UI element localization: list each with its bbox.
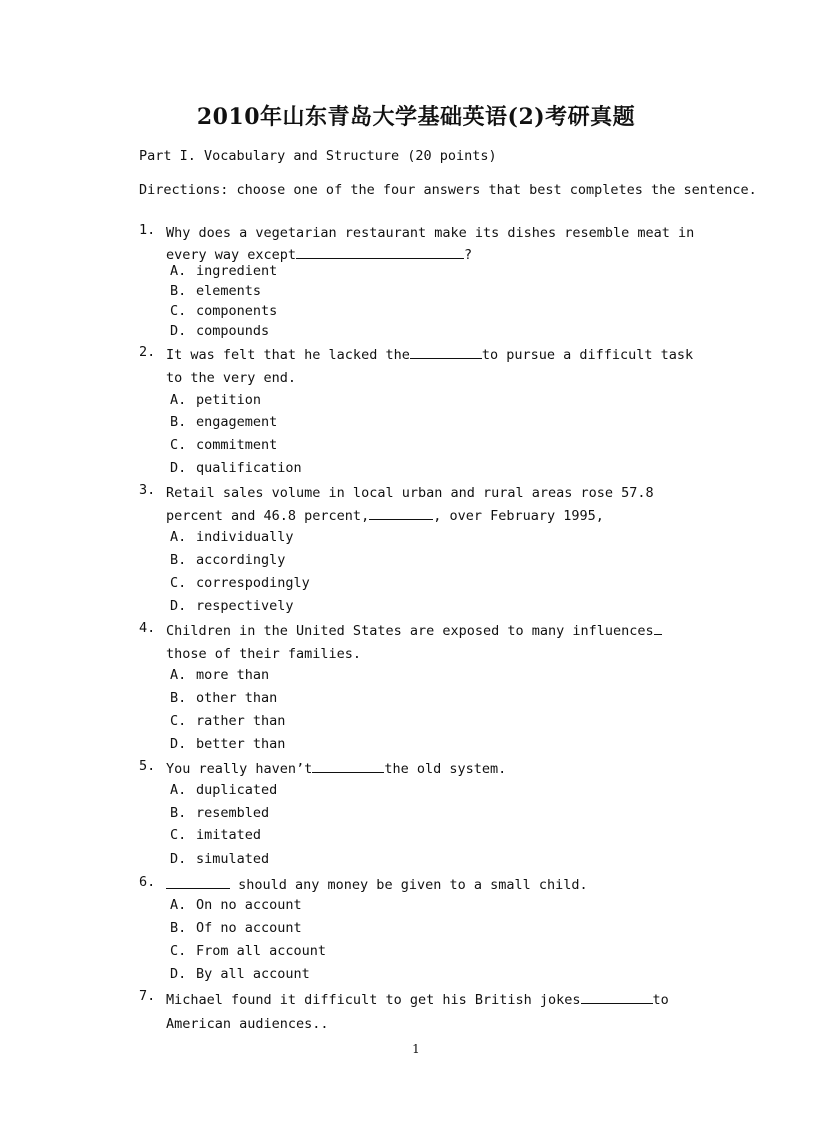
answer-blank xyxy=(312,758,384,773)
question-text: You really haven’t the old system. xyxy=(166,758,696,780)
option-4a: A. more than xyxy=(170,667,270,683)
answer-blank xyxy=(166,874,230,889)
option-1b: B. elements xyxy=(170,283,262,299)
option-3b: B. accordingly xyxy=(170,552,286,568)
option-4c: C. rather than xyxy=(170,713,286,729)
part-heading: Part I. Vocabulary and Structure (20 points) xyxy=(139,148,497,164)
answer-blank xyxy=(369,505,433,520)
option-3c: C. correspodingly xyxy=(170,575,310,591)
option-6a: A. On no account xyxy=(170,897,302,913)
option-6c: C. From all account xyxy=(170,943,327,959)
option-2b: B. engagement xyxy=(170,414,278,430)
page-number: 1 xyxy=(412,1042,420,1056)
answer-blank xyxy=(410,344,482,359)
question-text: Why does a vegetarian restaurant make its dishes resemble meat in every way except ? xyxy=(166,225,695,263)
answer-blank xyxy=(654,620,662,635)
answer-blank xyxy=(581,989,653,1004)
question-number: 5. xyxy=(139,758,156,774)
option-2d: D. qualification xyxy=(170,460,302,476)
option-2c: C. commitment xyxy=(170,437,278,453)
question-text: It was felt that he lacked the to pursue a difficult task to the very end. xyxy=(166,344,696,390)
question-text: Retail sales volume in local urban and rural areas rose 57.8 percent and 46.8 percent, , over February 1995, xyxy=(166,485,654,524)
answer-blank xyxy=(296,244,464,259)
question-number: 6. xyxy=(139,874,156,890)
page-title: 2010年山东青岛大学基础英语(2)考研真题 xyxy=(196,104,636,130)
question-number: 3. xyxy=(139,482,156,498)
option-4d: D. better than xyxy=(170,736,286,752)
option-6b: B. Of no account xyxy=(170,920,302,936)
option-5a: A. duplicated xyxy=(170,782,278,798)
option-1a: A. ingredient xyxy=(170,263,278,279)
option-5b: B. resembled xyxy=(170,805,270,821)
question-text: should any money be given to a small child. xyxy=(166,874,696,896)
option-3a: A. individually xyxy=(170,529,294,545)
option-1c: C. components xyxy=(170,303,278,319)
question-number: 7. xyxy=(139,988,156,1004)
question-number: 2. xyxy=(139,344,156,360)
question-text: Michael found it difficult to get his British jokes to American audiences.. xyxy=(166,988,696,1036)
question-text: Children in the United States are exposed to many influencesthose of their families. xyxy=(166,620,696,666)
directions-text: Directions: choose one of the four answers that best completes the sentence. xyxy=(139,182,757,198)
option-5d: D. simulated xyxy=(170,851,270,867)
option-5c: C. imitated xyxy=(170,827,262,843)
option-1d: D. compounds xyxy=(170,323,270,339)
option-2a: A. petition xyxy=(170,392,262,408)
option-6d: D. By all account xyxy=(170,966,310,982)
option-3d: D. respectively xyxy=(170,598,294,614)
question-number: 1. xyxy=(139,222,156,238)
option-4b: B. other than xyxy=(170,690,278,706)
question-number: 4. xyxy=(139,620,156,636)
